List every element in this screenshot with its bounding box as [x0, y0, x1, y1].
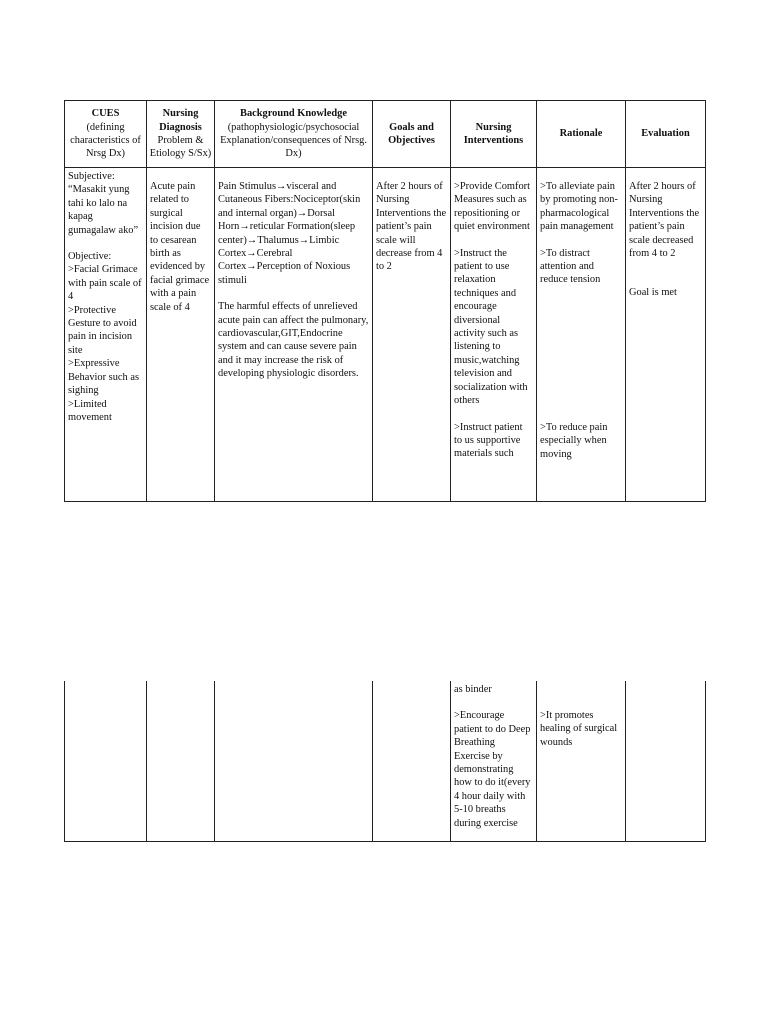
evaluation-1: After 2 hours of Nursing Interventions the patient’s pain scale decreased from 4 to 2	[629, 181, 700, 260]
cell-cues	[65, 168, 147, 502]
rationale-4: >It promotes healing of surgical wounds	[540, 710, 618, 748]
background-text-1: Pain Stimulus→visceral and Cutaneous Fibers:Nociceptor(skin and internal organ)→Dorsal Horn→reticular Formation(sleep center)→Thalumus→Limbic Cortex→Cerebral Cortex→Perception of Noxious stimuli	[218, 181, 361, 286]
care-plan-table-page-2	[64, 681, 706, 842]
header-nursing-diagnosis: Nursing Diagnosis Problem & Etiology S/Sx)	[147, 101, 215, 168]
cues-subjective: Subjective: “Masakit yung tahi ko lalo na kapag gumagalaw ako”	[68, 171, 139, 236]
intervention-4: >Encourage patient to do Deep Breathing Exercise by demonstrating how to do it(every 4 hour daily with 5-10 breaths during exercise	[454, 710, 531, 829]
cell-evaluation	[626, 168, 706, 502]
cell-background	[215, 168, 373, 502]
table-row	[65, 681, 706, 841]
cell-interventions-cont	[451, 681, 537, 841]
header-row	[65, 101, 706, 168]
cell-diagnosis	[147, 168, 215, 502]
evaluation-2: Goal is met	[629, 287, 677, 299]
table-row	[65, 168, 706, 502]
header-background-knowledge: Background Knowledge (pathophysiologic/psychosocial Explanation/consequences of Nrsg. Dx)	[215, 101, 373, 168]
header-goals: Goals and Objectives	[373, 101, 451, 168]
rationale-2: >To distract attention and reduce tension	[540, 247, 601, 286]
cell-diagnosis-cont	[147, 681, 215, 841]
cell-background-cont	[215, 681, 373, 841]
intervention-1: >Provide Comfort Measures such as repositioning or quiet environment	[454, 181, 530, 233]
cell-evaluation-cont	[626, 681, 706, 841]
cell-rationale	[537, 168, 626, 502]
header-interventions: Nursing Interventions	[451, 101, 537, 168]
cell-rationale-cont	[537, 681, 626, 841]
diagnosis-text: Acute pain related to surgical incision due to cesarean birth as evidenced by facial grimace with a pain scale of 4	[150, 181, 210, 313]
rationale-1: >To alleviate pain by promoting non-pharmacological pain management	[540, 181, 618, 233]
goals-text: After 2 hours of Nursing Interventions the patient’s pain scale will decrease from 4 to 2	[376, 181, 447, 273]
care-plan-table-page-1	[64, 100, 706, 502]
header-evaluation: Evaluation	[626, 101, 706, 168]
intervention-2: >Instruct the patient to use relaxation techniques and encourage diversional activity such as listening to music,watching television and socialization with others	[454, 247, 528, 407]
cell-goals-cont	[373, 681, 451, 841]
header-cues: CUES (defining characteristics of Nrsg Dx)	[65, 101, 147, 168]
cell-goals	[373, 168, 451, 502]
intervention-3-cont: as binder	[454, 684, 492, 695]
rationale-3: >To reduce pain especially when moving	[540, 421, 608, 460]
cell-interventions	[451, 168, 537, 502]
cell-cues-cont	[65, 681, 147, 841]
background-text-2: The harmful effects of unrelieved acute pain can affect the pulmonary, cardiovascular,GIT,Endocrine system and can cause severe pain and it may increase the risk of developing physiologic disorders.	[218, 301, 369, 380]
cues-objective: Objective: >Facial Grimace with pain scale of 4 >Protective Gesture to avoid pain in incision site >Expressive Behavior such as sighing >Limited movement	[68, 251, 142, 423]
intervention-3: >Instruct patient to us supportive materials such	[454, 421, 523, 460]
header-rationale: Rationale	[537, 101, 626, 168]
